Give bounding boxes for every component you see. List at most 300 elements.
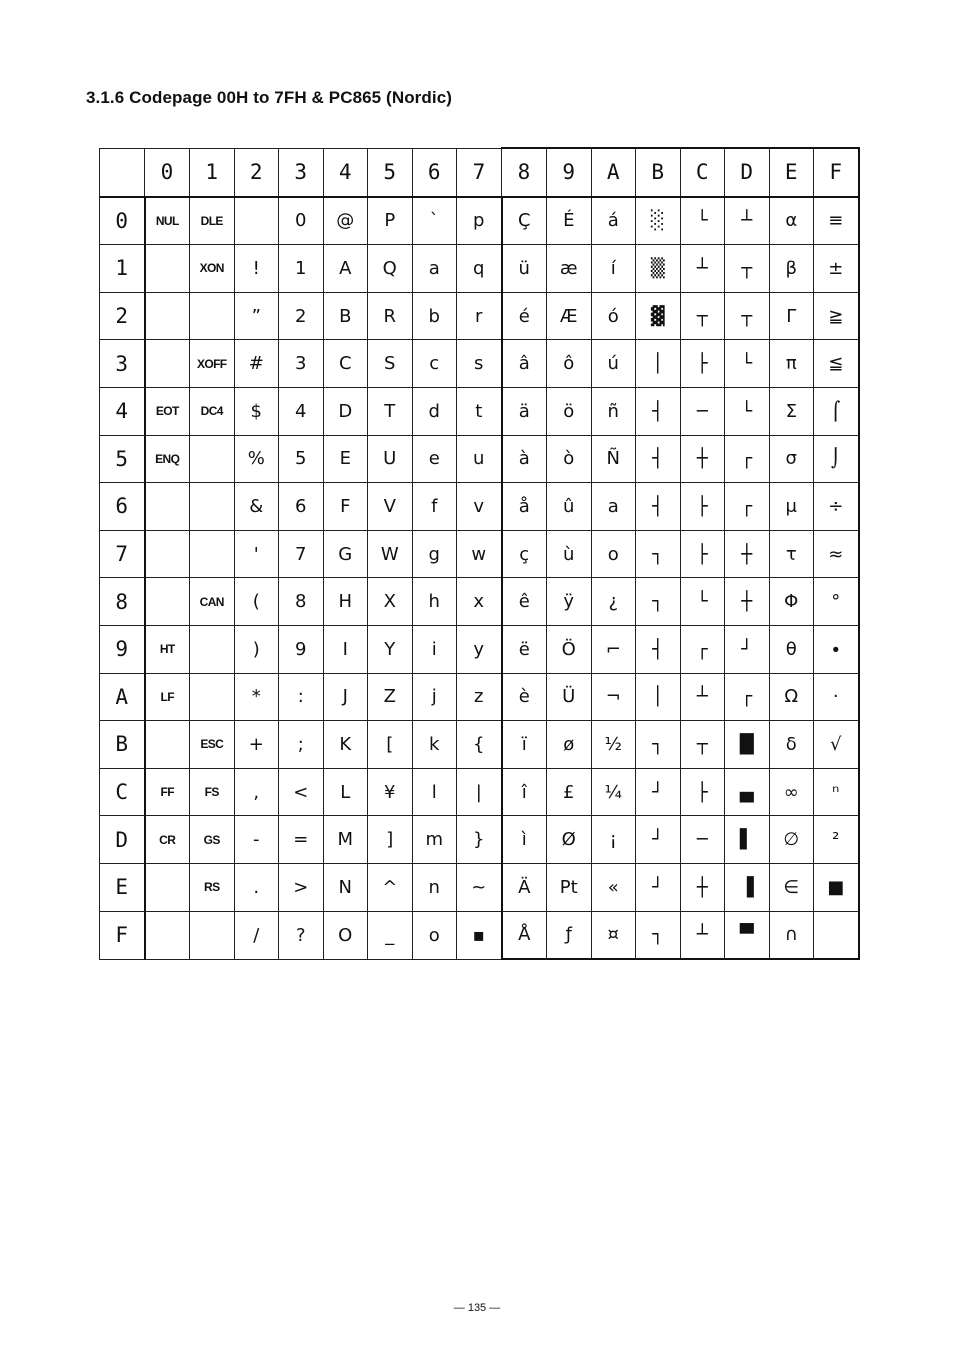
code-cell: c xyxy=(412,340,457,388)
code-cell: N xyxy=(323,863,368,911)
code-cell: ┴ xyxy=(725,197,770,245)
code-cell: | xyxy=(457,768,502,816)
code-cell: O xyxy=(323,911,368,959)
table-row xyxy=(100,768,859,816)
code-cell: ² xyxy=(814,816,859,864)
code-cell: ¡ xyxy=(591,816,636,864)
code-cell xyxy=(190,530,235,578)
code-cell: Σ xyxy=(769,387,814,435)
code-cell: ~ xyxy=(457,863,502,911)
row-header: 8 xyxy=(100,578,145,626)
table-row xyxy=(100,435,859,483)
code-cell: É xyxy=(547,197,592,245)
code-cell: └ xyxy=(725,340,770,388)
code-cell: # xyxy=(234,340,279,388)
code-cell xyxy=(190,483,235,531)
code-cell: : xyxy=(279,673,324,721)
code-cell: 1 xyxy=(279,245,324,293)
code-cell: ▪ xyxy=(457,911,502,959)
code-cell: ┘ xyxy=(636,768,681,816)
code-cell: ░ xyxy=(636,197,681,245)
row-header: 1 xyxy=(100,245,145,293)
code-cell xyxy=(145,530,190,578)
code-cell: Q xyxy=(368,245,413,293)
code-cell: ┴ xyxy=(680,911,725,959)
code-cell: ┤ xyxy=(636,625,681,673)
code-cell: · xyxy=(814,673,859,721)
code-cell: Z xyxy=(368,673,413,721)
code-cell xyxy=(190,625,235,673)
column-header: 5 xyxy=(368,148,413,197)
code-cell: ∞ xyxy=(769,768,814,816)
page-title: 3.1.6 Codepage 00H to 7FH & PC865 (Nordic) xyxy=(86,88,453,107)
code-cell: - xyxy=(234,816,279,864)
column-header: D xyxy=(725,148,770,197)
code-cell: H xyxy=(323,578,368,626)
code-cell: è xyxy=(502,673,547,721)
code-cell: & xyxy=(234,483,279,531)
code-cell: ┴ xyxy=(680,245,725,293)
table-row xyxy=(100,387,859,435)
table-row xyxy=(100,911,859,959)
code-cell: ú xyxy=(591,340,636,388)
code-cell: M xyxy=(323,816,368,864)
code-cell: ù xyxy=(547,530,592,578)
column-header: 6 xyxy=(412,148,457,197)
code-cell: ¥ xyxy=(368,768,413,816)
code-cell: β xyxy=(769,245,814,293)
code-cell: Å xyxy=(502,911,547,959)
code-cell: æ xyxy=(547,245,592,293)
code-cell xyxy=(190,292,235,340)
code-cell: ├ xyxy=(680,483,725,531)
code-cell: $ xyxy=(234,387,279,435)
table-row xyxy=(100,245,859,293)
code-cell xyxy=(145,483,190,531)
code-cell: ü xyxy=(502,245,547,293)
page-number: — 135 — xyxy=(453,1302,501,1314)
column-header: 3 xyxy=(279,148,324,197)
column-header: A xyxy=(591,148,636,197)
code-cell: ▄ xyxy=(725,768,770,816)
row-header: E xyxy=(100,863,145,911)
column-header: 9 xyxy=(547,148,592,197)
code-cell: ▐ xyxy=(725,863,770,911)
code-cell: ⁿ xyxy=(814,768,859,816)
code-cell: m xyxy=(412,816,457,864)
code-cell: ┤ xyxy=(636,483,681,531)
code-cell: a xyxy=(412,245,457,293)
code-cell: s xyxy=(457,340,502,388)
code-cell: î xyxy=(502,768,547,816)
code-cell: 5 xyxy=(279,435,324,483)
code-cell: a xyxy=(591,483,636,531)
codepage-table xyxy=(99,147,860,960)
code-cell: , xyxy=(234,768,279,816)
row-header: 6 xyxy=(100,483,145,531)
column-header: 4 xyxy=(323,148,368,197)
code-cell: NUL xyxy=(145,197,190,245)
code-cell: ' xyxy=(234,530,279,578)
code-cell: ï xyxy=(502,721,547,769)
code-cell: U xyxy=(368,435,413,483)
code-cell: θ xyxy=(769,625,814,673)
row-header: B xyxy=(100,721,145,769)
code-cell: % xyxy=(234,435,279,483)
code-cell: K xyxy=(323,721,368,769)
code-cell: ┘ xyxy=(636,863,681,911)
code-cell: o xyxy=(591,530,636,578)
code-cell: u xyxy=(457,435,502,483)
code-cell: C xyxy=(323,340,368,388)
column-header: 2 xyxy=(234,148,279,197)
row-header: 4 xyxy=(100,387,145,435)
table-row xyxy=(100,625,859,673)
row-header: F xyxy=(100,911,145,959)
code-cell: ┤ xyxy=(636,387,681,435)
row-header: 9 xyxy=(100,625,145,673)
code-cell: ┌ xyxy=(725,673,770,721)
code-cell: ┐ xyxy=(636,578,681,626)
code-cell: ┌ xyxy=(680,625,725,673)
code-cell: ± xyxy=(814,245,859,293)
code-cell: ENQ xyxy=(145,435,190,483)
code-cell: ; xyxy=(279,721,324,769)
code-cell: ä xyxy=(502,387,547,435)
column-header: F xyxy=(814,148,859,197)
code-cell: < xyxy=(279,768,324,816)
code-cell: ö xyxy=(547,387,592,435)
code-cell: P xyxy=(368,197,413,245)
code-cell: Y xyxy=(368,625,413,673)
code-cell: └ xyxy=(680,578,725,626)
code-cell xyxy=(234,197,279,245)
code-cell: t xyxy=(457,387,502,435)
code-cell: CR xyxy=(145,816,190,864)
code-cell xyxy=(145,721,190,769)
code-cell: V xyxy=(368,483,413,531)
code-cell xyxy=(190,911,235,959)
code-cell: @ xyxy=(323,197,368,245)
code-cell: D xyxy=(323,387,368,435)
code-cell: ? xyxy=(279,911,324,959)
code-cell: ├ xyxy=(680,340,725,388)
code-cell: ¬ xyxy=(591,673,636,721)
code-cell: g xyxy=(412,530,457,578)
code-cell: T xyxy=(368,387,413,435)
code-cell: I xyxy=(323,625,368,673)
code-cell: j xyxy=(412,673,457,721)
code-cell: e xyxy=(412,435,457,483)
code-cell: ^ xyxy=(368,863,413,911)
table-row xyxy=(100,721,859,769)
column-header: 8 xyxy=(502,148,547,197)
code-cell: E xyxy=(323,435,368,483)
code-cell: δ xyxy=(769,721,814,769)
code-cell: x xyxy=(457,578,502,626)
code-cell: ¼ xyxy=(591,768,636,816)
code-cell: d xyxy=(412,387,457,435)
code-cell: FF xyxy=(145,768,190,816)
code-cell: ° xyxy=(814,578,859,626)
code-cell xyxy=(145,578,190,626)
code-cell: EOT xyxy=(145,387,190,435)
code-cell: n xyxy=(412,863,457,911)
code-cell: o xyxy=(412,911,457,959)
code-cell: RS xyxy=(190,863,235,911)
code-cell: ▀ xyxy=(725,911,770,959)
code-cell: ≦ xyxy=(814,340,859,388)
code-cell: ó xyxy=(591,292,636,340)
code-cell: ┴ xyxy=(680,673,725,721)
code-cell: ┐ xyxy=(636,530,681,578)
code-cell: ÿ xyxy=(547,578,592,626)
code-cell: } xyxy=(457,816,502,864)
code-cell: = xyxy=(279,816,324,864)
column-header-row xyxy=(100,148,859,197)
code-cell: à xyxy=(502,435,547,483)
code-cell: Ä xyxy=(502,863,547,911)
code-cell: ç xyxy=(502,530,547,578)
code-cell: Ü xyxy=(547,673,592,721)
code-cell: z xyxy=(457,673,502,721)
code-cell: £ xyxy=(547,768,592,816)
code-cell: ┘ xyxy=(725,625,770,673)
code-cell: ┘ xyxy=(636,816,681,864)
code-cell: ” xyxy=(234,292,279,340)
code-cell: Pt xyxy=(547,863,592,911)
code-cell: ¿ xyxy=(591,578,636,626)
code-cell: ┬ xyxy=(725,292,770,340)
code-cell: f xyxy=(412,483,457,531)
code-cell: w xyxy=(457,530,502,578)
code-cell: ─ xyxy=(680,816,725,864)
code-cell: p xyxy=(457,197,502,245)
code-cell: A xyxy=(323,245,368,293)
code-cell: ƒ xyxy=(547,911,592,959)
code-cell: R xyxy=(368,292,413,340)
code-cell: ( xyxy=(234,578,279,626)
code-cell: Ø xyxy=(547,816,592,864)
code-cell: y xyxy=(457,625,502,673)
code-cell: DLE xyxy=(190,197,235,245)
code-cell: « xyxy=(591,863,636,911)
code-cell: ─ xyxy=(680,387,725,435)
code-cell: J xyxy=(323,673,368,721)
code-cell: í xyxy=(591,245,636,293)
code-cell: ▓ xyxy=(636,292,681,340)
code-cell: ┼ xyxy=(725,578,770,626)
code-cell: ô xyxy=(547,340,592,388)
code-cell: ┬ xyxy=(680,721,725,769)
code-cell xyxy=(145,292,190,340)
code-cell: q xyxy=(457,245,502,293)
code-cell: ≧ xyxy=(814,292,859,340)
code-cell: ┼ xyxy=(680,435,725,483)
code-cell: ┼ xyxy=(680,863,725,911)
code-cell: DC4 xyxy=(190,387,235,435)
code-cell: S xyxy=(368,340,413,388)
table-corner-cell xyxy=(100,148,145,197)
code-cell: │ xyxy=(636,340,681,388)
code-cell: α xyxy=(769,197,814,245)
code-cell: ┌ xyxy=(725,483,770,531)
column-header: E xyxy=(769,148,814,197)
row-header: D xyxy=(100,816,145,864)
code-cell: ESC xyxy=(190,721,235,769)
code-cell: . xyxy=(234,863,279,911)
code-cell: τ xyxy=(769,530,814,578)
code-cell: ├ xyxy=(680,530,725,578)
code-cell: 3 xyxy=(279,340,324,388)
code-cell: W xyxy=(368,530,413,578)
row-header: A xyxy=(100,673,145,721)
code-cell: Ö xyxy=(547,625,592,673)
column-header: 1 xyxy=(190,148,235,197)
code-cell: Ç xyxy=(502,197,547,245)
code-cell: h xyxy=(412,578,457,626)
row-header: 3 xyxy=(100,340,145,388)
code-cell: └ xyxy=(680,197,725,245)
code-cell: 4 xyxy=(279,387,324,435)
code-cell: │ xyxy=(636,673,681,721)
code-cell: ∩ xyxy=(769,911,814,959)
code-cell: [ xyxy=(368,721,413,769)
code-cell xyxy=(145,911,190,959)
code-cell: _ xyxy=(368,911,413,959)
code-cell: F xyxy=(323,483,368,531)
code-cell: Ω xyxy=(769,673,814,721)
code-cell: ┌ xyxy=(725,435,770,483)
code-cell: XON xyxy=(190,245,235,293)
code-cell: â xyxy=(502,340,547,388)
code-cell: k xyxy=(412,721,457,769)
code-cell: b xyxy=(412,292,457,340)
code-cell: ! xyxy=(234,245,279,293)
code-cell: █ xyxy=(725,721,770,769)
code-cell: ≈ xyxy=(814,530,859,578)
code-cell: └ xyxy=(725,387,770,435)
code-cell: ø xyxy=(547,721,592,769)
code-cell: v xyxy=(457,483,502,531)
code-cell: ` xyxy=(412,197,457,245)
column-header: 7 xyxy=(457,148,502,197)
table-row xyxy=(100,292,859,340)
code-cell: ¤ xyxy=(591,911,636,959)
code-cell: GS xyxy=(190,816,235,864)
code-cell: á xyxy=(591,197,636,245)
code-cell: ┬ xyxy=(725,245,770,293)
code-cell: ┐ xyxy=(636,911,681,959)
table-row xyxy=(100,483,859,531)
table-row xyxy=(100,816,859,864)
column-header: C xyxy=(680,148,725,197)
code-cell: μ xyxy=(769,483,814,531)
code-cell: Æ xyxy=(547,292,592,340)
code-cell: ┤ xyxy=(636,435,681,483)
code-cell: ] xyxy=(368,816,413,864)
column-header: B xyxy=(636,148,681,197)
code-cell: ┼ xyxy=(725,530,770,578)
table-row xyxy=(100,530,859,578)
code-cell: X xyxy=(368,578,413,626)
code-cell: ∈ xyxy=(769,863,814,911)
code-cell: ┬ xyxy=(680,292,725,340)
code-cell: ê xyxy=(502,578,547,626)
row-header: 0 xyxy=(100,197,145,245)
code-cell: û xyxy=(547,483,592,531)
code-cell: l xyxy=(412,768,457,816)
code-cell: é xyxy=(502,292,547,340)
code-cell: B xyxy=(323,292,368,340)
code-cell: XOFF xyxy=(190,340,235,388)
code-cell: ë xyxy=(502,625,547,673)
code-cell xyxy=(145,245,190,293)
code-cell: ▒ xyxy=(636,245,681,293)
row-header: 5 xyxy=(100,435,145,483)
code-cell: ½ xyxy=(591,721,636,769)
code-cell: ⌡ xyxy=(814,435,859,483)
code-cell: 7 xyxy=(279,530,324,578)
code-cell: ∅ xyxy=(769,816,814,864)
code-cell: LF xyxy=(145,673,190,721)
row-header: C xyxy=(100,768,145,816)
code-cell: > xyxy=(279,863,324,911)
code-cell: HT xyxy=(145,625,190,673)
code-cell: / xyxy=(234,911,279,959)
code-cell: 6 xyxy=(279,483,324,531)
code-cell: 2 xyxy=(279,292,324,340)
code-cell: ▌ xyxy=(725,816,770,864)
table-row xyxy=(100,340,859,388)
code-cell: 9 xyxy=(279,625,324,673)
code-cell: { xyxy=(457,721,502,769)
code-cell: π xyxy=(769,340,814,388)
row-header: 7 xyxy=(100,530,145,578)
column-header: 0 xyxy=(145,148,190,197)
code-cell: r xyxy=(457,292,502,340)
code-cell: ┐ xyxy=(636,721,681,769)
code-cell: 8 xyxy=(279,578,324,626)
code-cell: ) xyxy=(234,625,279,673)
table-row xyxy=(100,197,859,245)
code-cell: i xyxy=(412,625,457,673)
code-cell: + xyxy=(234,721,279,769)
code-cell: ⌠ xyxy=(814,387,859,435)
code-cell: Φ xyxy=(769,578,814,626)
code-cell xyxy=(145,863,190,911)
code-cell xyxy=(814,911,859,959)
code-cell: G xyxy=(323,530,368,578)
code-cell xyxy=(190,673,235,721)
code-cell: * xyxy=(234,673,279,721)
code-cell: ò xyxy=(547,435,592,483)
code-cell: σ xyxy=(769,435,814,483)
code-cell: å xyxy=(502,483,547,531)
row-header: 2 xyxy=(100,292,145,340)
table-row xyxy=(100,673,859,721)
code-cell: ■ xyxy=(814,863,859,911)
code-cell: Γ xyxy=(769,292,814,340)
code-cell: L xyxy=(323,768,368,816)
code-cell: 0 xyxy=(279,197,324,245)
code-cell: ì xyxy=(502,816,547,864)
code-cell: ⌐ xyxy=(591,625,636,673)
code-cell: Ñ xyxy=(591,435,636,483)
code-cell xyxy=(190,435,235,483)
code-cell: ñ xyxy=(591,387,636,435)
code-cell: CAN xyxy=(190,578,235,626)
